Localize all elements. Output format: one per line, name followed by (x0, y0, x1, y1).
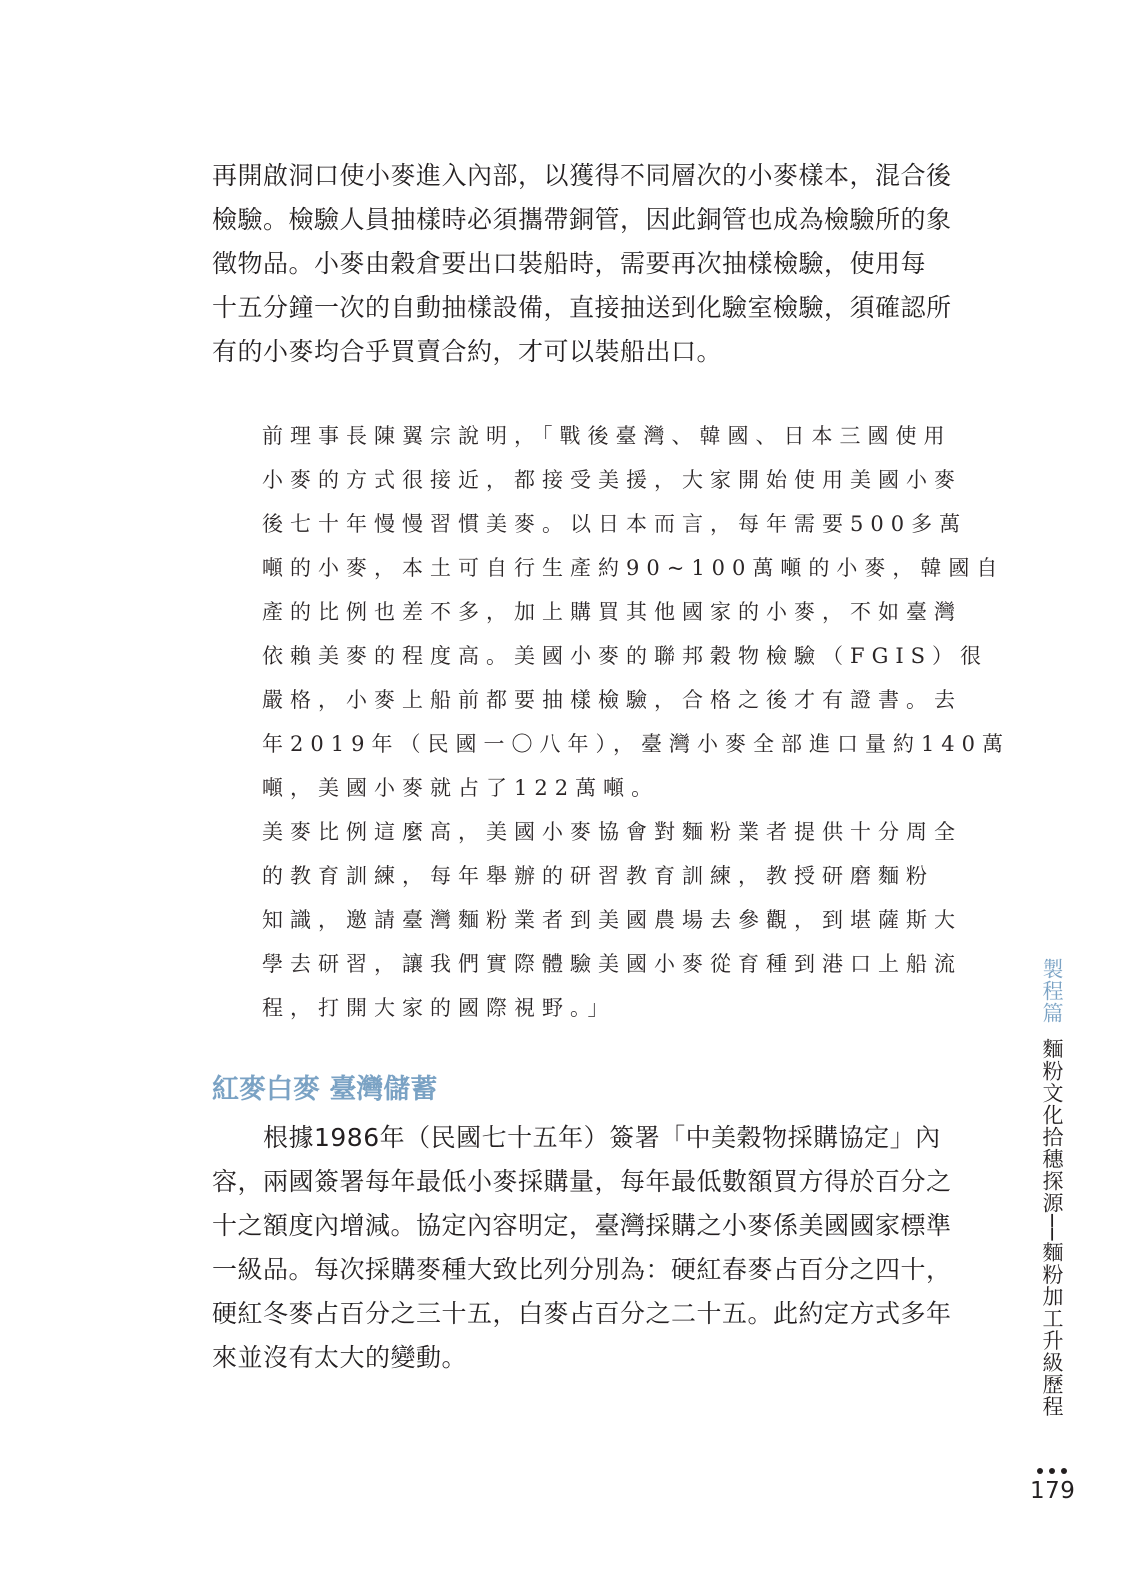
quote-line: 依賴美麥的程度高。美國小麥的聯邦穀物檢驗（FGIS）很 (262, 644, 989, 668)
quote-line: 年2019年（民國一〇八年），臺灣小麥全部進口量約140萬 (262, 732, 1011, 756)
body-line: 徵物品。小麥由穀倉要出口裝船時，需要再次抽樣檢驗，使用每 (212, 249, 927, 278)
quote-line: 學去研習，讓我們實際體驗美國小麥從育種到港口上船流 (262, 952, 962, 976)
page-number-dots (1034, 1468, 1068, 1476)
body-line: 檢驗。檢驗人員抽樣時必須攜帶銅管，因此銅管也成為檢驗所的象 (212, 205, 952, 234)
page-number: 179 (1030, 1478, 1076, 1504)
quote-line: 美麥比例這麼高，美國小麥協會對麵粉業者提供十分周全 (262, 820, 962, 844)
dot-ornament (1037, 1468, 1043, 1474)
body-line: 十五分鐘一次的自動抽樣設備，直接抽送到化驗室檢驗，須確認所 (212, 293, 952, 322)
body-line: 有的小麥均合乎買賣合約，才可以裝船出口。 (212, 337, 723, 366)
dot-ornament (1061, 1468, 1067, 1474)
body-line: 根據1986年（民國七十五年）簽署「中美穀物採購協定」內 (212, 1123, 941, 1152)
running-head-chapter-title: 麵粉文化拾穗探源──麵粉加工升級歷程 (1040, 1038, 1064, 1418)
body-line: 容，兩國簽署每年最低小麥採購量，每年最低數額買方得於百分之 (212, 1167, 952, 1196)
quote-line: 嚴格，小麥上船前都要抽樣檢驗，合格之後才有證書。去 (262, 688, 962, 712)
quote-line: 小麥的方式很接近，都接受美援，大家開始使用美國小麥 (262, 468, 962, 492)
quote-line: 的教育訓練，每年舉辦的研習教育訓練，教授研磨麵粉 (262, 864, 934, 888)
quote-line: 程，打開大家的國際視野。」 (262, 996, 616, 1020)
quote-line: 噸的小麥，本土可自行生產約90~100萬噸的小麥，韓國自 (262, 556, 1005, 580)
body-line: 十之額度內增減。協定內容明定，臺灣採購之小麥係美國國家標準 (212, 1211, 952, 1240)
section-heading: 紅麥白麥 臺灣儲蓄 (212, 1074, 438, 1105)
body-line: 一級品。每次採購麥種大致比列分別為：硬紅春麥占百分之四十， (212, 1255, 952, 1284)
quote-line: 後七十年慢慢習慣美麥。以日本而言，每年需要500多萬 (262, 512, 968, 536)
body-line: 再開啟洞口使小麥進入內部，以獲得不同層次的小麥樣本，混合後 (212, 161, 952, 190)
quote-line: 前理事長陳翼宗說明，「戰後臺灣、韓國、日本三國使用 (262, 424, 952, 448)
quote-line: 知識，邀請臺灣麵粉業者到美國農場去參觀，到堪薩斯大 (262, 908, 962, 932)
running-head-section-label: 製程篇 (1040, 958, 1064, 1024)
body-line: 硬紅冬麥占百分之三十五，白麥占百分之二十五。此約定方式多年 (212, 1299, 952, 1328)
dot-ornament (1049, 1468, 1055, 1474)
running-head (1034, 958, 1068, 1417)
quote-line: 噸，美國小麥就占了122萬噸。 (262, 776, 660, 800)
quote-line: 產的比例也差不多，加上購買其他國家的小麥，不如臺灣 (262, 600, 962, 624)
body-line: 來並沒有太大的變動。 (212, 1343, 468, 1372)
